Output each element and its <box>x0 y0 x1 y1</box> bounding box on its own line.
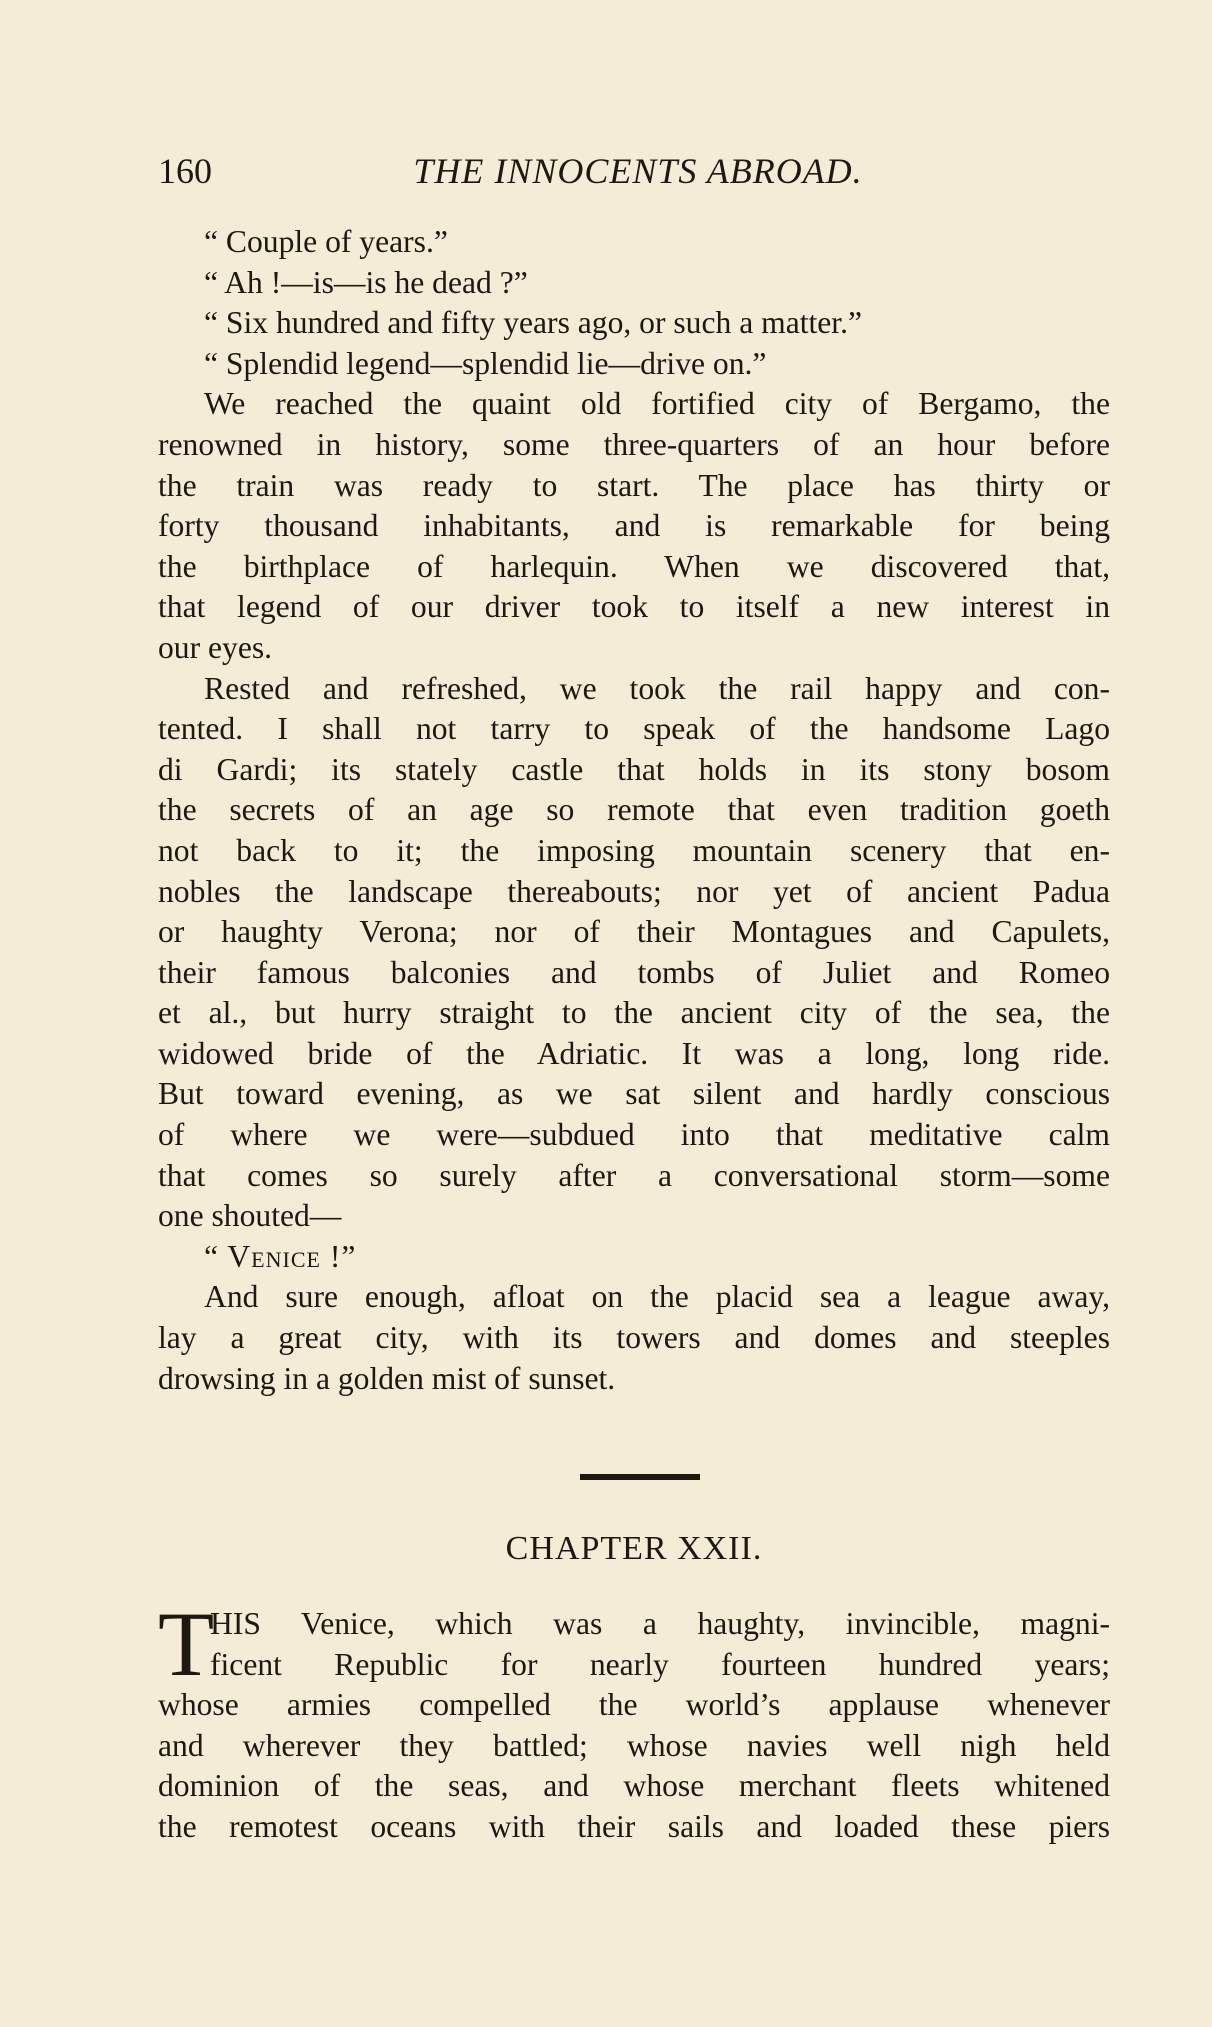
text-line: lay a great city, with its towers and domes and steeples <box>158 1320 1110 1356</box>
page-header <box>158 150 1118 210</box>
drop-cap: T <box>158 1593 215 1695</box>
text-line: drowsing in a golden mist of sunset. <box>158 1360 616 1396</box>
text-line: renowned in history, some three-quarters of an hour before <box>158 426 1110 462</box>
text-line: that legend of our driver took to itself a new interest in <box>158 589 1110 625</box>
chapter-text-line: and wherever they battled; whose navies well nigh held <box>158 1727 1110 1763</box>
text-line: “ Venice !” <box>204 1238 357 1274</box>
text-line: that comes so surely after a conversational storm—some <box>158 1157 1110 1193</box>
chapter-text-line: dominion of the seas, and whose merchant fleets whitened <box>158 1768 1110 1804</box>
text-line: forty thousand inhabitants, and is remarkable for being <box>158 508 1110 544</box>
text-line: Rested and refreshed, we took the rail happy and con- <box>204 670 1110 706</box>
text-line: our eyes. <box>158 629 273 665</box>
text-line: widowed bride of the Adriatic. It was a long, long ride. <box>158 1035 1110 1071</box>
text-line: one shouted— <box>158 1198 342 1234</box>
text-line: the train was ready to start. The place has thirty or <box>158 467 1110 503</box>
page-number: 160 <box>158 151 212 191</box>
text-line: “ Splendid legend—splendid lie—drive on.” <box>204 345 767 381</box>
text-line: “ Couple of years.” <box>204 224 448 259</box>
section-divider <box>580 1474 700 1480</box>
chapter-text-line: ficent Republic for nearly fourteen hundred years; <box>210 1646 1110 1682</box>
text-line: et al., but hurry straight to the ancient city of the sea, the <box>158 995 1110 1031</box>
chapter-text-line: HIS Venice, which was a haughty, invincible, magni- <box>210 1606 1110 1641</box>
text-line: di Gardi; its stately castle that holds in its stony bosom <box>158 751 1110 787</box>
chapter-body <box>158 1593 1110 1848</box>
running-head: THE INNOCENTS ABROAD. <box>413 151 863 191</box>
chapter-text-line: the remotest oceans with their sails and loaded these piers <box>158 1808 1110 1844</box>
text-line: the secrets of an age so remote that even tradition goeth <box>158 792 1110 828</box>
text-line: nobles the landscape thereabouts; nor yet of ancient Padua <box>158 873 1110 909</box>
text-line: the birthplace of harlequin. When we discovered that, <box>158 548 1110 584</box>
text-line: We reached the quaint old fortified city of Bergamo, the <box>204 386 1110 422</box>
text-line: their famous balconies and tombs of Juliet and Romeo <box>158 954 1110 990</box>
chapter-text-line: whose armies compelled the world’s applause whenever <box>158 1687 1110 1723</box>
text-line: And sure enough, afloat on the placid sea a league away, <box>204 1279 1110 1315</box>
text-line: “ Ah !—is—is he dead ?” <box>204 264 528 300</box>
text-line: of where we were—subdued into that meditative calm <box>158 1117 1110 1153</box>
chapter-title: CHAPTER XXII. <box>505 1530 763 1567</box>
text-line: “ Six hundred and fifty years ago, or such a matter.” <box>204 305 862 341</box>
text-line: not back to it; the imposing mountain scenery that en- <box>158 832 1110 868</box>
body-text <box>158 222 1110 1399</box>
text-line: or haughty Verona; nor of their Montagues and Capulets, <box>158 914 1110 950</box>
text-line: But toward evening, as we sat silent and hardly conscious <box>158 1076 1110 1112</box>
text-line: tented. I shall not tarry to speak of the handsome Lago <box>158 711 1110 747</box>
